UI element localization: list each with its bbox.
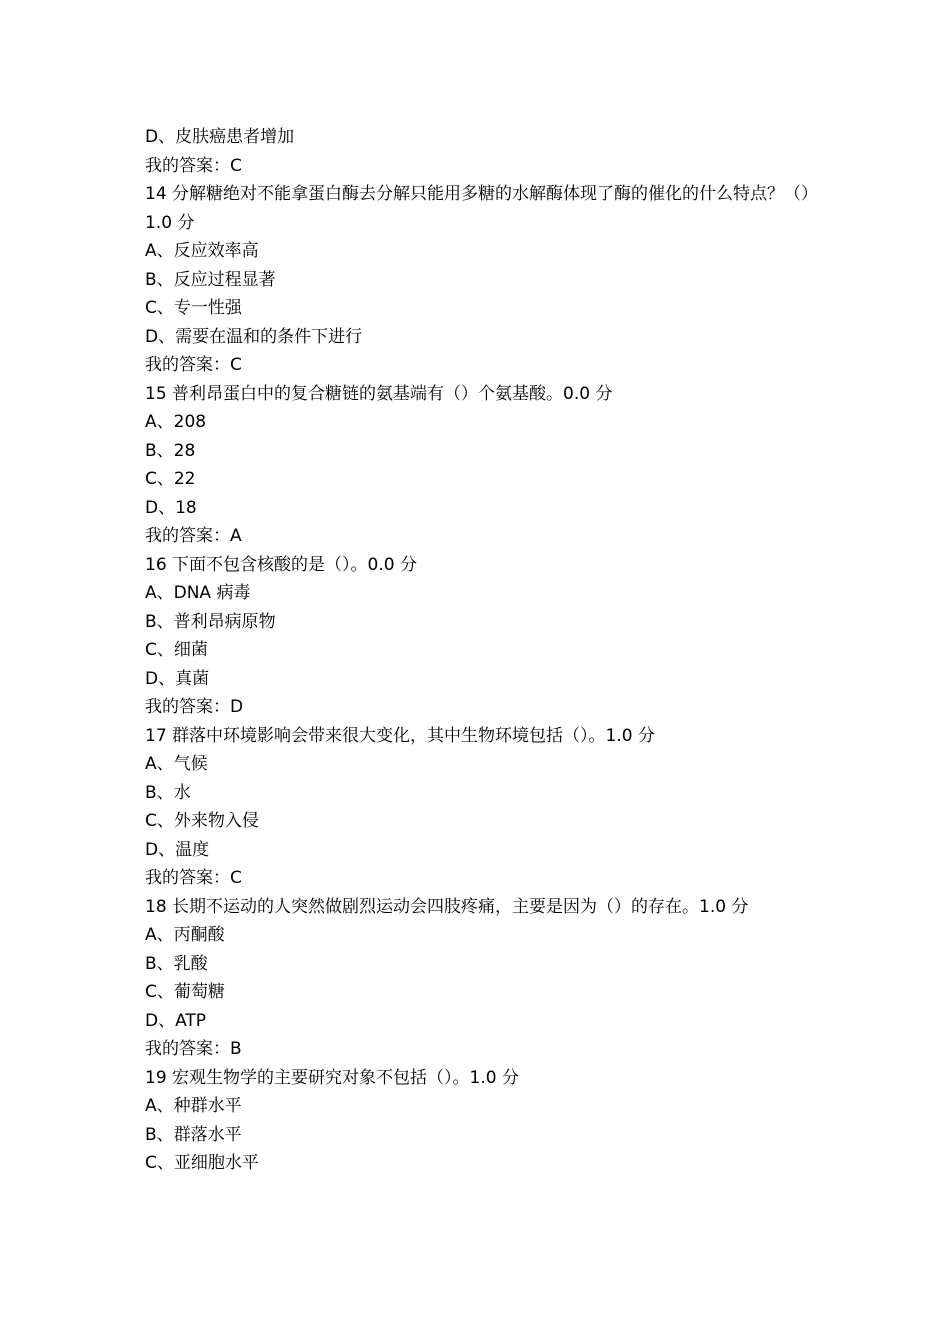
question-14-option-a: A、反应效率高 <box>145 241 259 261</box>
question-16-option-a: A、DNA 病毒 <box>145 583 251 603</box>
prev-option-d: D、皮肤癌患者增加 <box>145 127 295 147</box>
question-14-option-b: B、反应过程显著 <box>145 269 276 290</box>
document-body <box>145 123 810 1178</box>
question-14-answer: 我的答案：C <box>145 355 242 375</box>
question-17-option-b: B、水 <box>145 782 191 803</box>
question-16-answer: 我的答案：D <box>145 697 244 717</box>
question-15-option-c: C、22 <box>145 469 196 489</box>
question-14-option-d: D、需要在温和的条件下进行 <box>145 326 363 347</box>
question-18-option-c: C、葡萄糖 <box>145 982 225 1002</box>
question-17-prompt: 17 群落中环境影响会带来很大变化，其中生物环境包括（）。1.0 分 <box>145 725 655 746</box>
question-15-prompt: 15 普利昂蛋白中的复合糖链的氨基端有（）个氨基酸。0.0 分 <box>145 383 613 404</box>
question-17-option-c: C、外来物入侵 <box>145 811 259 831</box>
question-14-prompt: 14 分解糖绝对不能拿蛋白酶去分解只能用多糖的水解酶体现了酶的催化的什么特点？（）1.0 分 <box>145 184 810 233</box>
question-16-option-d: D、真菌 <box>145 668 210 689</box>
question-15-option-b: B、28 <box>145 440 196 461</box>
question-15-option-d: D、18 <box>145 497 197 518</box>
question-19-option-c: C、亚细胞水平 <box>145 1153 259 1173</box>
question-18-option-b: B、乳酸 <box>145 953 208 974</box>
question-16-option-c: C、细菌 <box>145 640 208 660</box>
question-19-prompt: 19 宏观生物学的主要研究对象不包括（）。1.0 分 <box>145 1067 519 1088</box>
question-16-prompt: 16 下面不包含核酸的是（）。0.0 分 <box>145 554 417 575</box>
question-18-prompt: 18 长期不运动的人突然做剧烈运动会四肢疼痛，主要是因为（）的存在。1.0 分 <box>145 896 749 917</box>
question-15-option-a: A、208 <box>145 412 207 432</box>
question-17-answer: 我的答案：C <box>145 868 242 888</box>
question-19-option-b: B、群落水平 <box>145 1124 242 1145</box>
prev-answer: 我的答案：C <box>145 155 242 176</box>
question-18-option-a: A、丙酮酸 <box>145 925 225 945</box>
question-14-option-c: C、专一性强 <box>145 298 242 318</box>
question-18-answer: 我的答案：B <box>145 1039 242 1059</box>
question-17-option-a: A、气候 <box>145 754 208 774</box>
question-15-answer: 我的答案：A <box>145 526 242 546</box>
question-18-option-d: D、ATP <box>145 1010 207 1031</box>
question-19-option-a: A、种群水平 <box>145 1096 242 1116</box>
question-17-option-d: D、温度 <box>145 839 210 860</box>
question-16-option-b: B、普利昂病原物 <box>145 611 276 632</box>
